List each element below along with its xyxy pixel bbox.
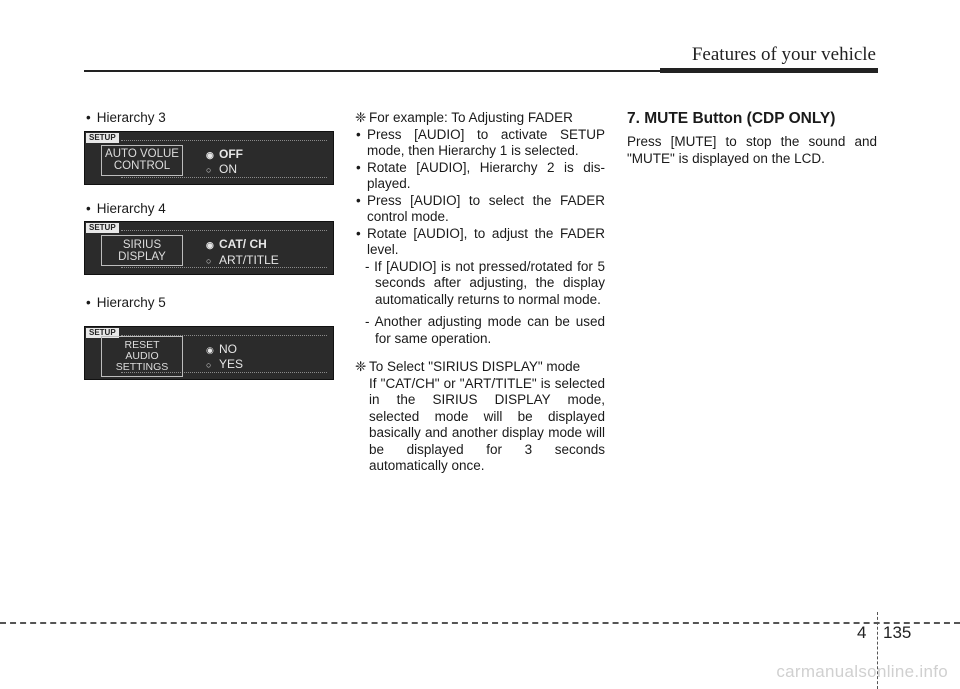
step-item: • Rotate [AUDIO], Hierarchy 2 is dis-played. [355, 160, 605, 193]
step-item: • Rotate [AUDIO], to adjust the FADER level. [355, 226, 605, 259]
right-column [627, 110, 877, 167]
lcd-display-hierarchy-4 [84, 221, 334, 275]
lcd-option-text: ART/TITLE [219, 252, 279, 267]
radio-empty-icon: ○ [206, 165, 212, 175]
lcd-menu-line: SIRIUS [122, 238, 162, 251]
radio-selected-icon: ◉ [206, 149, 214, 160]
lcd-display-hierarchy-5 [84, 326, 334, 380]
section-title: 7. MUTE Button (CDP ONLY) [627, 110, 836, 127]
lcd-options [206, 237, 279, 268]
lcd-menu-line: CONTROL [113, 160, 171, 172]
lcd-option [206, 342, 243, 358]
lcd-option [206, 357, 243, 373]
hierarchy-3-label: • Hierarchy 3 [86, 110, 334, 127]
note-text: For example: To Adjusting FADER [369, 110, 573, 125]
lcd-menu-line: AUDIO [125, 349, 159, 362]
lcd-options [206, 147, 243, 178]
lcd-options [206, 342, 243, 373]
lcd-option [206, 253, 279, 269]
lcd-menu-box [101, 145, 183, 176]
lcd-menu-line: AUTO VOLUE [105, 148, 179, 160]
lcd-option-text: OFF [219, 146, 243, 161]
sub-note: - If [AUDIO] is not pressed/rotated for 5 seconds after adjusting, the display automatically returns to normal mode. [365, 258, 605, 307]
setup-tag: SETUP [86, 328, 119, 338]
radio-selected-icon: ◉ [206, 240, 214, 250]
setup-tag: SETUP [86, 223, 119, 233]
note-sirius-display [355, 359, 605, 376]
hierarchy-4-label: • Hierarchy 4 [86, 201, 334, 218]
lcd-display-hierarchy-3 [84, 131, 334, 185]
lcd-option [206, 237, 279, 253]
note-icon: ❈ [355, 359, 367, 374]
watermark: carmanualsonline.info [776, 662, 948, 681]
middle-column [355, 110, 605, 475]
lcd-menu-box [101, 235, 183, 266]
step-item: • Press [AUDIO] to select the FADER control mode. [355, 193, 605, 226]
note-fader-example [355, 110, 605, 127]
radio-selected-icon: ◉ [206, 344, 214, 355]
lcd-menu-line: DISPLAY [118, 250, 166, 263]
header-title: Features of your vehicle [691, 44, 876, 65]
lcd-option-text: ON [219, 162, 237, 176]
lcd-option-text: NO [219, 341, 237, 356]
radio-empty-icon: ○ [206, 255, 212, 266]
footer-rule [0, 622, 960, 624]
lcd-option [206, 147, 243, 163]
page-number: 135 [883, 623, 912, 642]
note-title: To Select "SIRIUS DISPLAY" mode [369, 359, 581, 374]
lcd-option-text: CAT/ CH [219, 237, 267, 251]
radio-empty-icon: ○ [206, 360, 212, 370]
lcd-option [206, 162, 243, 178]
step-item: • Press [AUDIO] to activate SETUP mode, then Hierarchy 1 is selected. [355, 127, 605, 160]
lcd-dotted-line [121, 230, 327, 231]
chapter-number: 4 [857, 623, 867, 642]
section-body: Press [MUTE] to stop the sound and "MUTE" is displayed on the LCD. [627, 134, 877, 166]
setup-tag: SETUP [86, 133, 119, 143]
lcd-menu-line: RESET [124, 338, 160, 351]
lcd-menu-line: SETTINGS [115, 360, 169, 373]
lcd-menu-box [101, 336, 183, 377]
hierarchy-5-label: • Hierarchy 5 [86, 295, 334, 312]
left-column [84, 110, 334, 380]
note-body: If "CAT/CH" or "ART/TITLE" is selected in the SIRIUS DISPLAY mode, selected mode will be displayed basically and another display mode will be displayed for 3 seconds automatically once. [369, 375, 605, 473]
lcd-option-text: YES [219, 357, 244, 371]
lcd-dotted-line [121, 140, 327, 141]
note-icon: ❈ [355, 110, 367, 125]
header-rule-accent [660, 68, 878, 73]
sub-note: - Another adjusting mode can be used for same operation. [365, 314, 605, 346]
